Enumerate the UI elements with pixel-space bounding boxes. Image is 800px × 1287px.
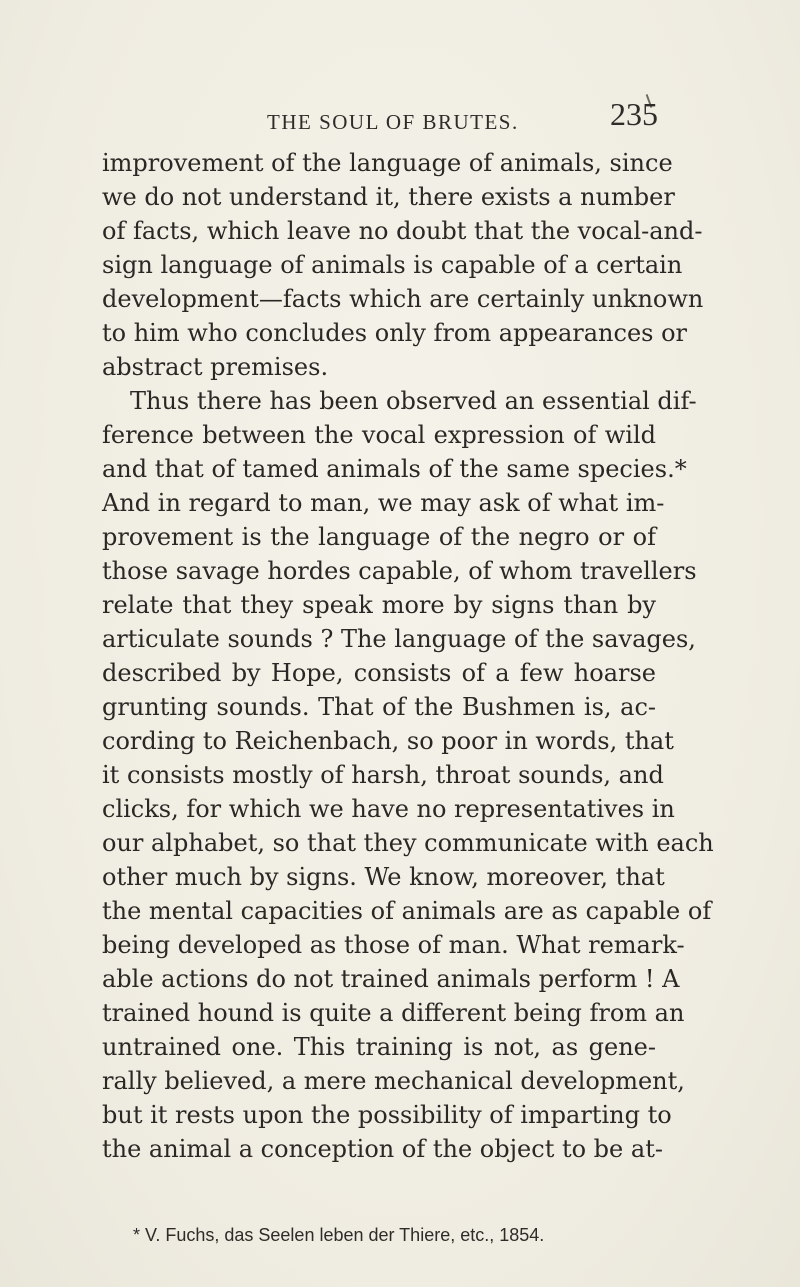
text-line: to him who concludes only from appearances or: [102, 319, 688, 347]
text-line: the mental capacities of animals are as capable of: [102, 897, 712, 925]
running-head-title: THE SOUL OF BRUTES.: [267, 110, 519, 134]
text-line: untrained one. This training is not, as gene-: [102, 1033, 656, 1061]
text-line: And in regard to man, we may ask of what im-: [102, 489, 665, 517]
text-line: clicks, for which we have no representatives in: [102, 795, 675, 823]
text-line: provement is the language of the negro or of: [102, 523, 656, 551]
text-line: being developed as those of man. What remark-: [102, 931, 685, 959]
text-line: articulate sounds ? The language of the savages,: [102, 625, 696, 653]
text-line: of facts, which leave no doubt that the vocal-and-: [102, 217, 703, 245]
text-line: trained hound is quite a different being from an: [102, 999, 685, 1027]
running-head: [0, 96, 800, 146]
text-line: cording to Reichenbach, so poor in words, that: [102, 727, 674, 755]
text-line: relate that they speak more by signs than by: [102, 591, 656, 619]
page-number: 235: [610, 96, 658, 132]
footnote: * V. Fuchs, das Seelen leben der Thiere, etc., 1854.: [133, 1225, 545, 1245]
text-line: Thus there has been observed an essential dif-: [130, 387, 697, 415]
text-line: those savage hordes capable, of whom travellers: [102, 557, 697, 585]
text-line: able actions do not trained animals perform ! A: [102, 965, 680, 993]
text-line: it consists mostly of harsh, throat sounds, and: [102, 761, 664, 789]
text-line: described by Hope, consists of a few hoarse: [102, 659, 656, 687]
text-line: but it rests upon the possibility of imparting to: [102, 1101, 672, 1129]
text-line: improvement of the language of animals, since: [102, 149, 673, 177]
text-line: ference between the vocal expression of wild: [102, 421, 656, 449]
text-line: development—facts which are certainly unknown: [102, 285, 704, 313]
text-line: our alphabet, so that they communicate with each: [102, 829, 714, 857]
text-line: and that of tamed animals of the same species.*: [102, 455, 687, 483]
text-line: rally believed, a mere mechanical development,: [102, 1067, 685, 1095]
text-line: other much by signs. We know, moreover, that: [102, 863, 665, 891]
text-line: the animal a conception of the object to be at-: [102, 1135, 663, 1163]
text-line: sign language of animals is capable of a certain: [102, 251, 683, 279]
text-line: abstract premises.: [102, 353, 329, 381]
text-line: we do not understand it, there exists a number: [102, 183, 675, 211]
text-line: grunting sounds. That of the Bushmen is, ac-: [102, 693, 656, 721]
